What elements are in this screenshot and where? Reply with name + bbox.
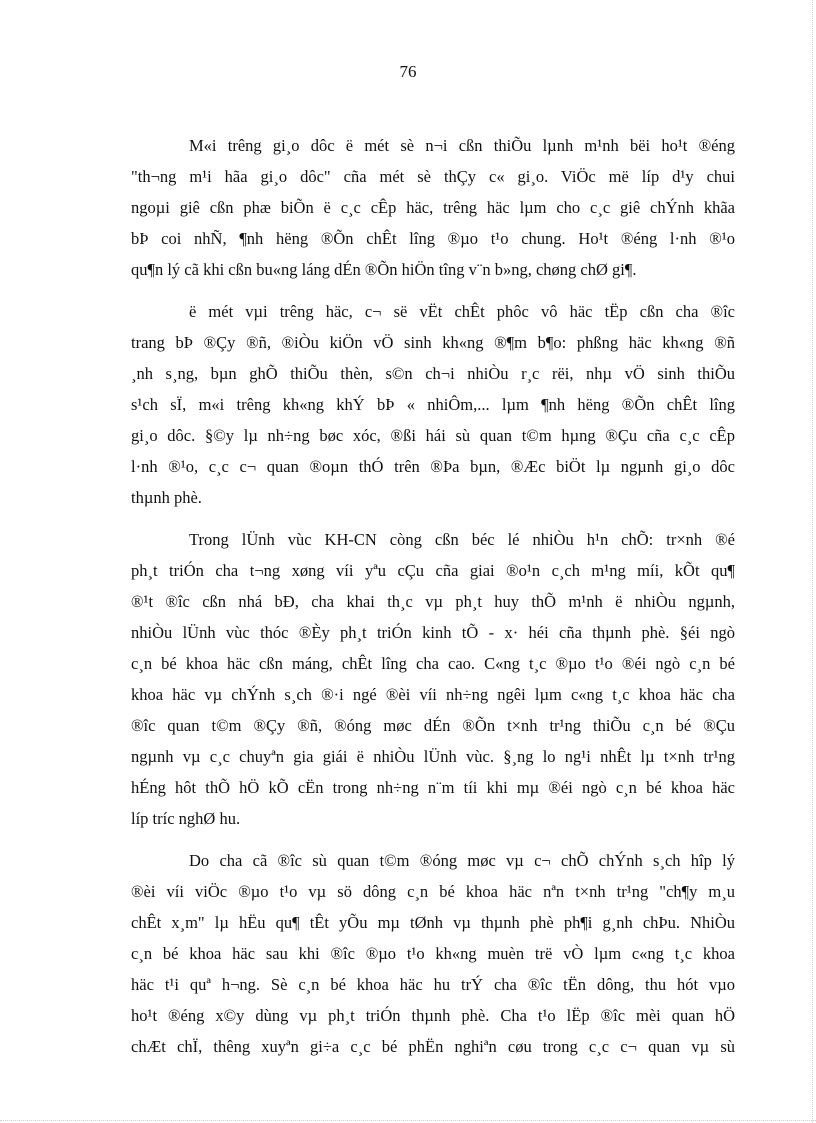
- text-line: khoa häc vµ chÝnh s¸ch ®·i ngé ®èi víi nh÷ng ngêi lµm c«ng t¸c khoa häc cha: [131, 685, 735, 704]
- text-line: ®¹t ®îc cßn nhá bÐ, cha khai th¸c vµ ph¸t huy thÕ m¹nh ë nhiÒu ngµnh,: [131, 592, 735, 611]
- text-line: Trong lÜnh vùc KH-CN còng cßn béc lé nhiÒu h¹n chÕ: tr×nh ®é: [189, 530, 735, 549]
- text-line: ë mét vµi trêng häc, c¬ së vËt chÊt phôc vô häc tËp cßn cha ®îc: [189, 302, 735, 321]
- text-line: c¸n bé khoa häc sau khi ®îc ®µo t¹o kh«ng muèn trë vÒ lµm c«ng t¸c khoa: [131, 944, 735, 963]
- text-line: ®îc quan t©m ®Çy ®ñ, ®óng møc dÉn ®Õn t×nh tr¹ng thiÕu c¸n bé ®Çu: [131, 716, 735, 735]
- text-line: hÉng hôt thÕ hÖ kÕ cËn trong nh÷ng n¨m tíi khi mµ ®éi ngò c¸n bé khoa häc: [131, 778, 735, 797]
- paragraph-1: [131, 130, 735, 285]
- text-line: ¸nh s¸ng, bµn ghÕ thiÕu thèn, s©n ch¬i nhiÒu r¸c rëi, nhµ vÖ sinh thiÕu: [131, 364, 735, 383]
- text-line: bÞ coi nhÑ, ¶nh hëng ®Õn chÊt lîng ®µo t¹o chung. Ho¹t ®éng l·nh ®¹o: [131, 229, 735, 248]
- text-line: ho¹t ®éng x©y dùng vµ ph¸t triÓn thµnh phè. Cha t¹o lËp ®îc mèi quan hÖ: [131, 1006, 735, 1025]
- text-line: s¹ch sÏ, m«i trêng kh«ng khÝ bÞ « nhiÔm,... lµm ¶nh hëng ®Õn chÊt lîng: [131, 395, 735, 414]
- text-line: thµnh phè.: [131, 488, 202, 507]
- page-edge-bottom: [0, 1120, 816, 1121]
- text-line: ®èi víi viÖc ®µo t¹o vµ sö dông c¸n bé khoa häc nªn t×nh tr¹ng "ch¶y m¸u: [131, 882, 735, 901]
- text-line: M«i trêng gi¸o dôc ë mét sè n¬i cßn thiÕu lµnh m¹nh bëi ho¹t ®éng: [189, 136, 735, 155]
- text-line: ngoµi giê cßn phæ biÕn ë c¸c cÊp häc, trêng häc lµm cho c¸c giê chÝnh khãa: [131, 198, 735, 217]
- text-line: ngµnh vµ c¸c chuyªn gia giái ë nhiÒu lÜnh vùc. §¸ng lo ng¹i nhÊt lµ t×nh tr¹ng: [131, 747, 735, 766]
- text-line: chÆt chÏ, thêng xuyªn gi÷a c¸c bé phËn nghiªn cøu trong c¸c c¬ quan vµ sù: [131, 1037, 735, 1056]
- text-line: trang bÞ ®Çy ®ñ, ®iÒu kiÖn vÖ sinh kh«ng ®¶m b¶o: phßng häc kh«ng ®ñ: [131, 333, 735, 352]
- text-line: gi¸o dôc. §©y lµ nh÷ng bøc xóc, ®ßi hái sù quan t©m hµng ®Çu cña c¸c cÊp: [131, 426, 735, 445]
- text-line: ph¸t triÓn cha t¬ng xøng víi yªu cÇu cña giai ®o¹n c¸ch m¹ng míi, kÕt qu¶: [131, 561, 735, 580]
- paragraph-3: [131, 524, 735, 834]
- document-body: [131, 130, 735, 1073]
- text-line: häc t¹i quª h¬ng. Sè c¸n bé khoa häc hu trÝ cha ®îc tËn dông, thu hót vµo: [131, 975, 735, 994]
- text-line: l·nh ®¹o, c¸c c¬ quan ®oµn thÓ trên ®Þa bµn, ®Æc biÖt lµ ngµnh gi¸o dôc: [131, 457, 735, 476]
- text-line: "th¬ng m¹i hãa gi¸o dôc" cña mét sè thÇy c« gi¸o. ViÖc më líp d¹y chui: [131, 167, 735, 186]
- text-line: Do cha cã ®îc sù quan t©m ®óng møc vµ c¬ chÕ chÝnh s¸ch hîp lý: [189, 851, 735, 870]
- paragraph-2: [131, 296, 735, 513]
- text-line: c¸n bé khoa häc cßn máng, chÊt lîng cha cao. C«ng t¸c ®µo t¹o ®éi ngò c¸n bé: [131, 654, 735, 673]
- text-line: chÊt x¸m" lµ hËu qu¶ tÊt yÕu mµ tØnh vµ thµnh phè ph¶i g¸nh chÞu. NhiÒu: [131, 913, 735, 932]
- text-line: líp tríc nghØ hu.: [131, 809, 241, 828]
- text-line: nhiÒu lÜnh vùc thóc ®Èy ph¸t triÓn kinh tÕ - x· héi cña thµnh phè. §éi ngò: [131, 623, 735, 642]
- page-number: 76: [399, 62, 417, 81]
- text-line: qu¶n lý cã khi cßn bu«ng láng dÉn ®Õn hiÖn tîng v¨n b»ng, chøng chØ gi¶.: [131, 260, 637, 279]
- page-edge-right: [812, 0, 813, 1123]
- paragraph-4: [131, 845, 735, 1062]
